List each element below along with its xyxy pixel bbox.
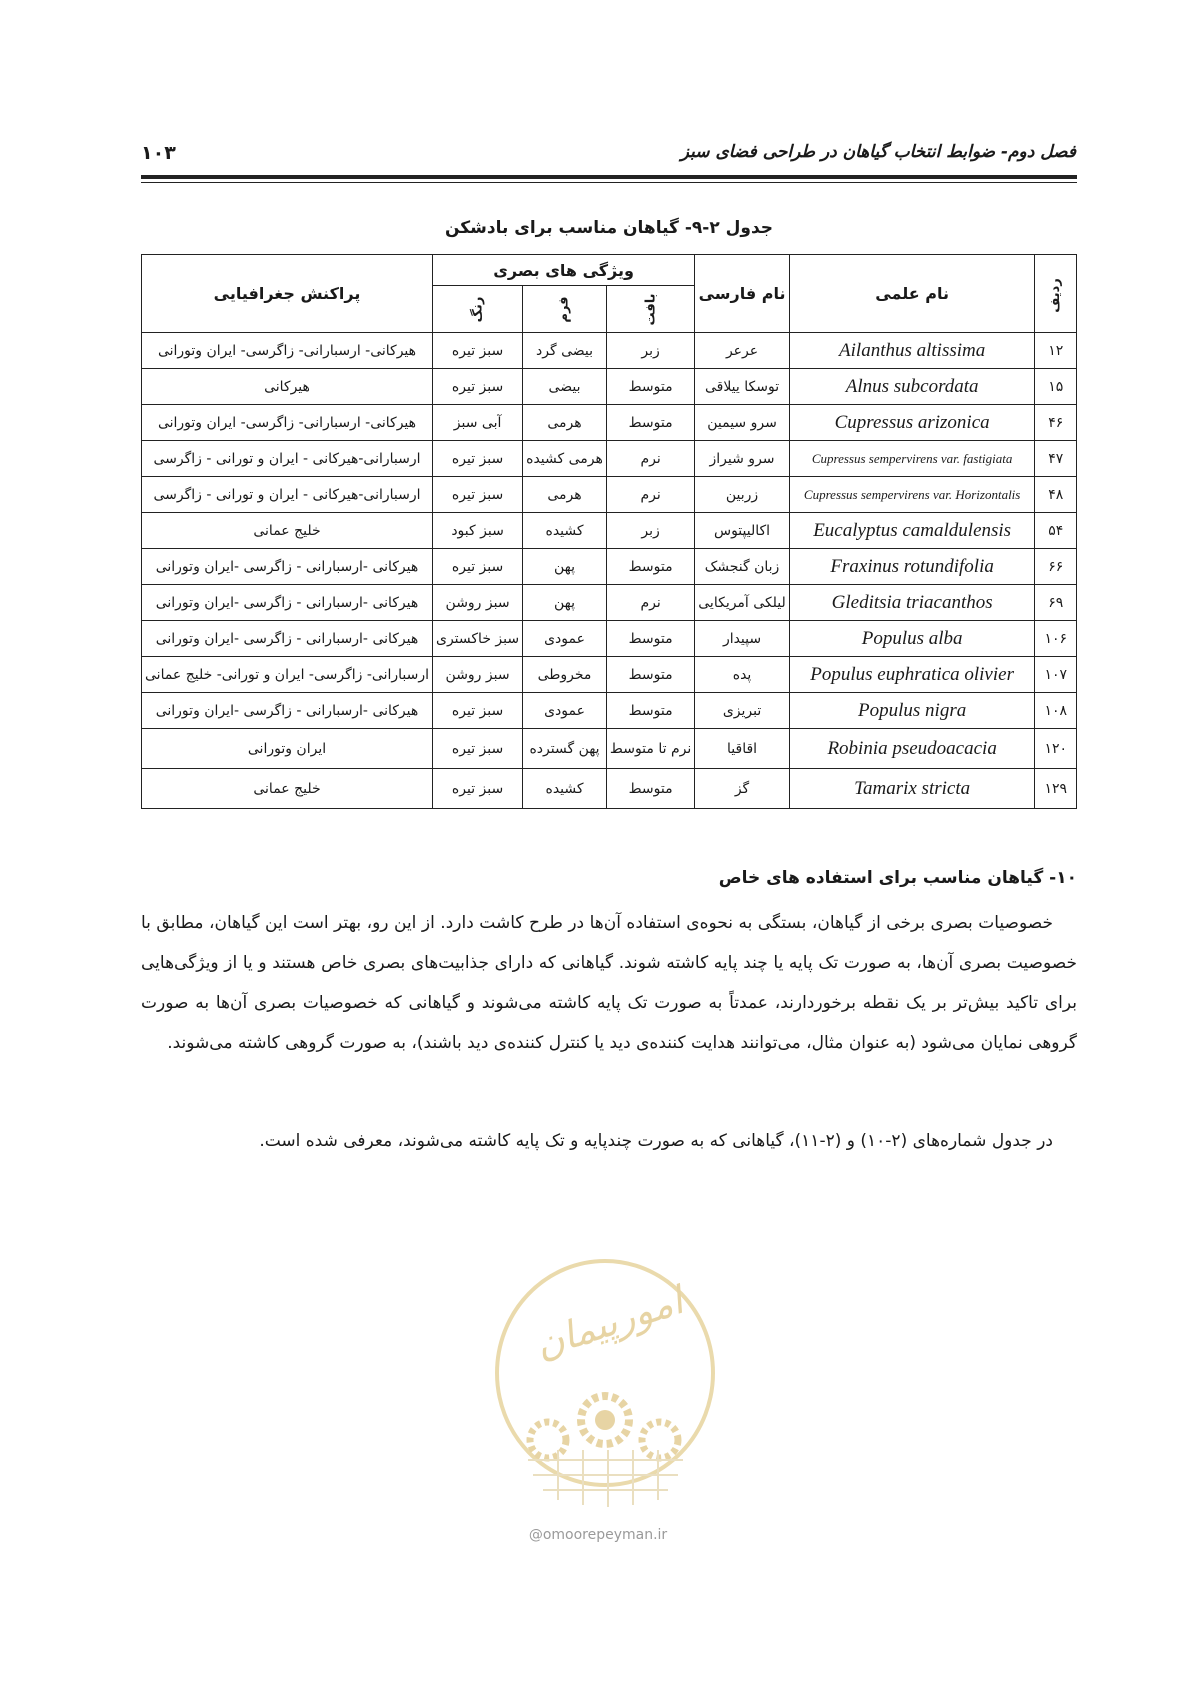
texture-cell: متوسط — [606, 769, 694, 809]
form-cell: بیضی گرد — [523, 333, 607, 369]
row-number: ۱۲۹ — [1035, 769, 1077, 809]
paragraph: در جدول شماره‌های (۲-۱۰) و (۲-۱۱)، گیاهانی که به صورت چندپایه و تک پایه کاشته می‌شوند، معرفی شده است. — [259, 1131, 1053, 1151]
table-row — [142, 369, 1077, 405]
scientific-name: Cupressus sempervirens var. fastigiata — [789, 441, 1035, 477]
table-row — [142, 513, 1077, 549]
table-row — [142, 585, 1077, 621]
distribution-cell: ارسبارانی-هیرکانی - ایران و تورانی - زاگرسی — [142, 477, 433, 513]
persian-name: سپیدار — [695, 621, 790, 657]
color-cell: سبز روشن — [433, 657, 523, 693]
texture-cell: نرم — [606, 441, 694, 477]
form-cell: بیضی — [523, 369, 607, 405]
distribution-cell: ارسبارانی- زاگرسی- ایران و تورانی- خلیج عمانی — [142, 657, 433, 693]
col-header-form: فرم — [523, 286, 607, 333]
persian-name: سرو سیمین — [695, 405, 790, 441]
table-row — [142, 441, 1077, 477]
col-header-texture: بافت — [606, 286, 694, 333]
persian-name: اکالیپتوس — [695, 513, 790, 549]
form-cell: هرمی — [523, 405, 607, 441]
form-cell: هرمی — [523, 477, 607, 513]
col-header-distribution: پراکنش جغرافیایی — [142, 255, 433, 333]
scientific-name: Alnus subcordata — [789, 369, 1035, 405]
scientific-name: Fraxinus rotundifolia — [789, 549, 1035, 585]
scientific-name: Ailanthus altissima — [789, 333, 1035, 369]
page-number: ۱۰۳ — [141, 142, 176, 164]
texture-cell: نرم — [606, 477, 694, 513]
row-number: ۱۰۶ — [1035, 621, 1077, 657]
row-number: ۴۶ — [1035, 405, 1077, 441]
distribution-cell: هیرکانی -ارسبارانی - زاگرسی -ایران وتورانی — [142, 693, 433, 729]
texture-cell: متوسط — [606, 549, 694, 585]
scientific-name: Robinia pseudoacacia — [789, 729, 1035, 769]
form-cell: پهن — [523, 549, 607, 585]
form-cell: پهن گسترده — [523, 729, 607, 769]
distribution-cell: هیرکانی- ارسبارانی- زاگرسی- ایران وتورانی — [142, 405, 433, 441]
persian-name: زبان گنجشک — [695, 549, 790, 585]
texture-cell: متوسط — [606, 693, 694, 729]
row-number: ۶۹ — [1035, 585, 1077, 621]
table-row — [142, 477, 1077, 513]
texture-cell: متوسط — [606, 369, 694, 405]
header-rule — [141, 175, 1077, 179]
color-cell: سبز خاکستری — [433, 621, 523, 657]
persian-name: سرو شیراز — [695, 441, 790, 477]
form-cell: کشیده — [523, 513, 607, 549]
table-row — [142, 333, 1077, 369]
color-cell: سبز روشن — [433, 585, 523, 621]
page-header — [141, 142, 1076, 172]
distribution-cell: ارسبارانی-هیرکانی - ایران و تورانی - زاگرسی — [142, 441, 433, 477]
row-number: ۶۶ — [1035, 549, 1077, 585]
row-number: ۱۲ — [1035, 333, 1077, 369]
persian-name: زربین — [695, 477, 790, 513]
scientific-name: Populus alba — [789, 621, 1035, 657]
row-number: ۴۸ — [1035, 477, 1077, 513]
col-header-number: ردیف — [1035, 255, 1077, 333]
color-cell: سبز تیره — [433, 729, 523, 769]
plants-table — [141, 254, 1077, 809]
texture-cell: متوسط — [606, 405, 694, 441]
table-body — [142, 333, 1077, 809]
chapter-title: فصل دوم- ضوابط انتخاب گیاهان در طراحی فضای سبز — [680, 142, 1076, 162]
row-number: ۱۲۰ — [1035, 729, 1077, 769]
persian-name: پده — [695, 657, 790, 693]
persian-name: اقاقیا — [695, 729, 790, 769]
color-cell: سبز کبود — [433, 513, 523, 549]
distribution-cell: خلیج عمانی — [142, 769, 433, 809]
table-header-row — [142, 255, 1077, 286]
form-cell: کشیده — [523, 769, 607, 809]
paragraph: خصوصیات بصری برخی از گیاهان، بستگی به نحوه‌ی استفاده آن‌ها در طرح کاشت دارد. از این رو، بهتر است این گیاهان، مطابق با خصوصیت بصری آن‌ها، به صورت تک پایه یا چند پایه کاشته شوند. گیاهانی که دارای جذابیت‌های بصری خاص هستند و یا از ویژگی‌هایی برای تاکید بیش‌تر بر یک نقطه برخوردارند، عمدتاً به صورت تک پایه کاشته می‌شوند و گیاهانی که خصوصیات بصری آن‌ها به صورت گروهی نمایان می‌شود (به عنوان مثال، می‌توانند هدایت کننده‌ی دید یا کنترل کننده‌ی دید باشند)، به صورت گروهی کاشته می‌شوند. — [141, 913, 1077, 1053]
table-row — [142, 657, 1077, 693]
table-row — [142, 693, 1077, 729]
color-cell: سبز تیره — [433, 769, 523, 809]
table-row — [142, 621, 1077, 657]
watermark-url: @omoorepeyman.ir — [528, 1527, 668, 1543]
form-cell: عمودی — [523, 621, 607, 657]
scientific-name: Gleditsia triacanthos — [789, 585, 1035, 621]
header-rule-thin — [141, 182, 1077, 183]
table-row — [142, 769, 1077, 809]
distribution-cell: خلیج عمانی — [142, 513, 433, 549]
texture-cell: زبر — [606, 513, 694, 549]
scientific-name: Populus nigra — [789, 693, 1035, 729]
watermark-logo-text: امورپیمان — [529, 1278, 689, 1368]
persian-name: لیلکی آمریکایی — [695, 585, 790, 621]
form-cell: مخروطی — [523, 657, 607, 693]
color-cell: سبز تیره — [433, 333, 523, 369]
distribution-cell: هیرکانی -ارسبارانی - زاگرسی -ایران وتورانی — [142, 549, 433, 585]
distribution-cell: هیرکانی- ارسبارانی- زاگرسی- ایران وتورانی — [142, 333, 433, 369]
table-row — [142, 549, 1077, 585]
texture-cell: نرم تا متوسط — [606, 729, 694, 769]
distribution-cell: هیرکانی -ارسبارانی - زاگرسی -ایران وتورانی — [142, 585, 433, 621]
persian-name: تبریزی — [695, 693, 790, 729]
color-cell: سبز تیره — [433, 693, 523, 729]
scientific-name: Populus euphratica olivier — [789, 657, 1035, 693]
texture-cell: نرم — [606, 585, 694, 621]
color-cell: سبز تیره — [433, 477, 523, 513]
color-cell: آبی سبز — [433, 405, 523, 441]
row-number: ۱۰۸ — [1035, 693, 1077, 729]
distribution-cell: ایران وتورانی — [142, 729, 433, 769]
col-header-visual-features: ویژگی های بصری — [433, 255, 695, 286]
col-header-scientific-name: نام علمی — [789, 255, 1035, 333]
scientific-name: Tamarix stricta — [789, 769, 1035, 809]
form-cell: عمودی — [523, 693, 607, 729]
row-number: ۱۵ — [1035, 369, 1077, 405]
scientific-name: Eucalyptus camaldulensis — [789, 513, 1035, 549]
color-cell: سبز تیره — [433, 441, 523, 477]
watermark-logo — [488, 1255, 723, 1515]
row-number: ۴۷ — [1035, 441, 1077, 477]
color-cell: سبز تیره — [433, 549, 523, 585]
form-cell: پهن — [523, 585, 607, 621]
texture-cell: متوسط — [606, 657, 694, 693]
row-number: ۱۰۷ — [1035, 657, 1077, 693]
texture-cell: متوسط — [606, 621, 694, 657]
table-row — [142, 729, 1077, 769]
col-header-persian-name: نام فارسی — [695, 255, 790, 333]
scientific-name: Cupressus arizonica — [789, 405, 1035, 441]
col-header-color: رنگ — [433, 286, 523, 333]
scientific-name: Cupressus sempervirens var. Horizontalis — [789, 477, 1035, 513]
row-number: ۵۴ — [1035, 513, 1077, 549]
table-caption: جدول ۲-۹- گیاهان مناسب برای بادشکن — [444, 218, 774, 238]
persian-name: عرعر — [695, 333, 790, 369]
persian-name: گز — [695, 769, 790, 809]
distribution-cell: هیرکانی -ارسبارانی - زاگرسی -ایران وتورانی — [142, 621, 433, 657]
table-row — [142, 405, 1077, 441]
color-cell: سبز تیره — [433, 369, 523, 405]
distribution-cell: هیرکانی — [142, 369, 433, 405]
form-cell: هرمی کشیده — [523, 441, 607, 477]
persian-name: توسکا ییلاقی — [695, 369, 790, 405]
section-heading: ۱۰- گیاهان مناسب برای استفاده های خاص — [718, 868, 1077, 888]
texture-cell: زبر — [606, 333, 694, 369]
